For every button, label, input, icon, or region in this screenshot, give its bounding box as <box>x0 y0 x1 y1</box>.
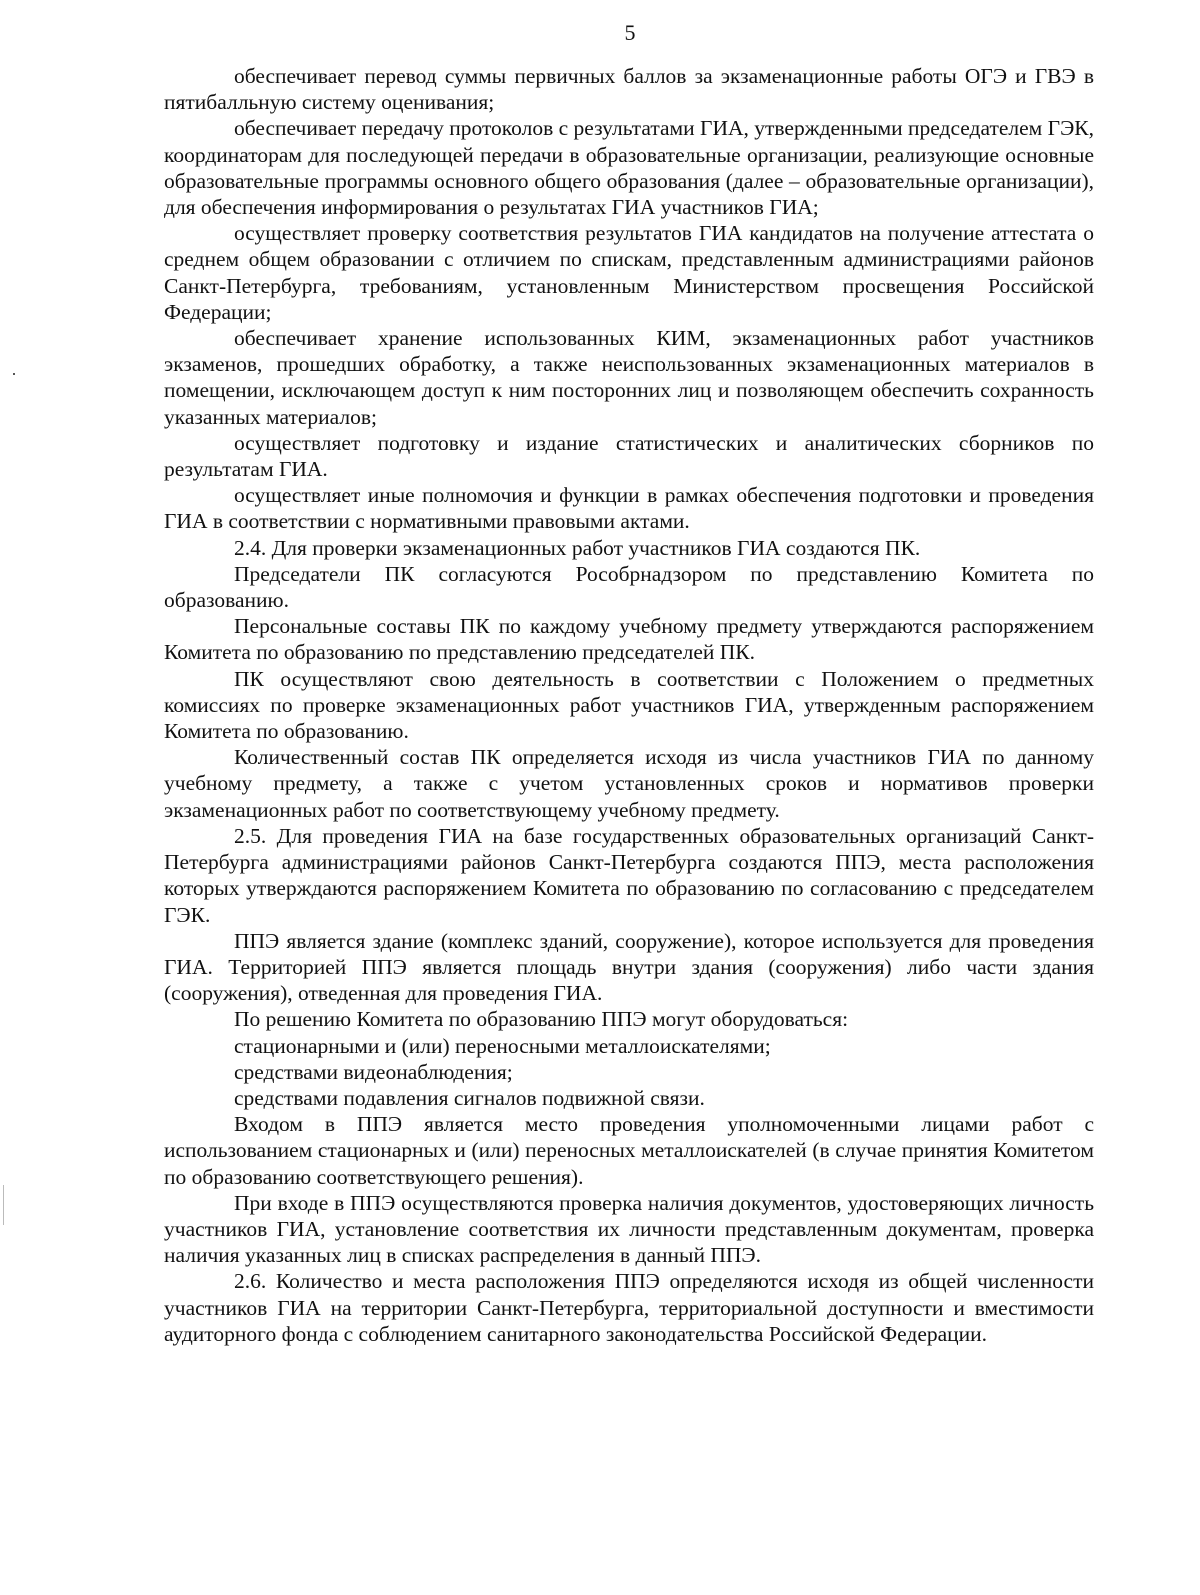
paragraph: Количественный состав ПК определяется исходя из числа участников ГИА по данному учебному предмету, а также с учетом установленных сроков и нормативов проверки экзаменационных работ по соответствующему учебному предмету. <box>164 745 1094 822</box>
paragraph: 2.4. Для проверки экзаменационных работ участников ГИА создаются ПК. <box>234 535 921 560</box>
paragraph: обеспечивает хранение использованных КИМ, экзаменационных работ участников экзаменов, прошедших обработку, а также неиспользованных экзаменационных материалов в помещении, исключающем доступ к ним посторонних лиц и позволяющем обеспечить сохранность указанных материалов; <box>164 326 1094 429</box>
paragraph: средствами подавления сигналов подвижной связи. <box>234 1085 705 1110</box>
paragraph: осуществляет иные полномочия и функции в рамках обеспечения подготовки и проведения ГИА в соответствии с нормативными правовыми актами. <box>164 483 1094 534</box>
paragraph: стационарными и (или) переносными металлоискателями; <box>234 1033 771 1058</box>
paragraph: осуществляет проверку соответствия результатов ГИА кандидатов на получение аттестата о среднем общем образовании с отличием по спискам, представленным администрациями районов Санкт-Петербурга, требованиям, установленным Министерством просвещения Российской Федерации; <box>164 221 1094 324</box>
paragraph: Персональные составы ПК по каждому учебному предмету утверждаются распоряжением Комитета по образованию по представлению председателей ПК. <box>164 614 1094 665</box>
paragraph: ППЭ является здание (комплекс зданий, сооружение), которое используется для проведения ГИА. Территорией ППЭ является площадь внутри здания (сооружения) либо части здания (сооружения), отведенная для проведения ГИА. <box>164 928 1094 1006</box>
paragraph: обеспечивает перевод суммы первичных баллов за экзаменационные работы ОГЭ и ГВЭ в пятибалльную систему оценивания; <box>164 64 1094 115</box>
scan-mark <box>13 373 15 375</box>
paragraph: ПК осуществляют свою деятельность в соответствии с Положением о предметных комиссиях по проверке экзаменационных работ участников ГИА, утвержденным распоряжением Комитета по образованию. <box>164 666 1094 744</box>
paragraph: По решению Комитета по образованию ППЭ могут оборудоваться: <box>234 1007 849 1032</box>
paragraph: Председатели ПК согласуются Рособрнадзором по представлению Комитета по образованию. <box>164 561 1094 613</box>
paragraph: средствами видеонаблюдения; <box>234 1059 513 1084</box>
paragraph: обеспечивает передачу протоколов с результатами ГИА, утвержденными председателем ГЭК, координаторам для последующей передачи в образовательные организации, реализующие основные образовательные программы основного общего образования (далее – образовательные организации), для обеспечения информирования о результатах ГИА участников ГИА; <box>164 116 1094 220</box>
paragraph: Входом в ППЭ является место проведения уполномоченными лицами работ с использованием стационарных и (или) переносных металлоискателей (в случае принятия Комитетом по образованию соответствующего решения). <box>164 1112 1094 1189</box>
page-number: 5 <box>624 20 636 45</box>
paragraph: осуществляет подготовку и издание статистических и аналитических сборников по результатам ГИА. <box>164 430 1094 482</box>
paragraph: 2.6. Количество и места расположения ППЭ определяются исходя из общей численности участников ГИА на территории Санкт-Петербурга, территориальной доступности и вместимости аудиторного фонда с соблюдением санитарного законодательства Российской Федерации. <box>164 1269 1094 1346</box>
paragraph: 2.5. Для проведения ГИА на базе государственных образовательных организаций Санкт-Петербурга администрациями районов Санкт-Петербурга создаются ППЭ, места расположения которых утверждаются распоряжением Комитета по образованию по согласованию с председателем ГЭК. <box>164 823 1094 927</box>
scan-mark <box>3 1185 4 1225</box>
paragraph: При входе в ППЭ осуществляются проверка наличия документов, удостоверяющих личность участников ГИА, установление соответствия их личности представленным документам, проверка наличия указанных лиц в списках распределения в данный ППЭ. <box>164 1190 1094 1268</box>
document-body <box>164 63 1094 1347</box>
